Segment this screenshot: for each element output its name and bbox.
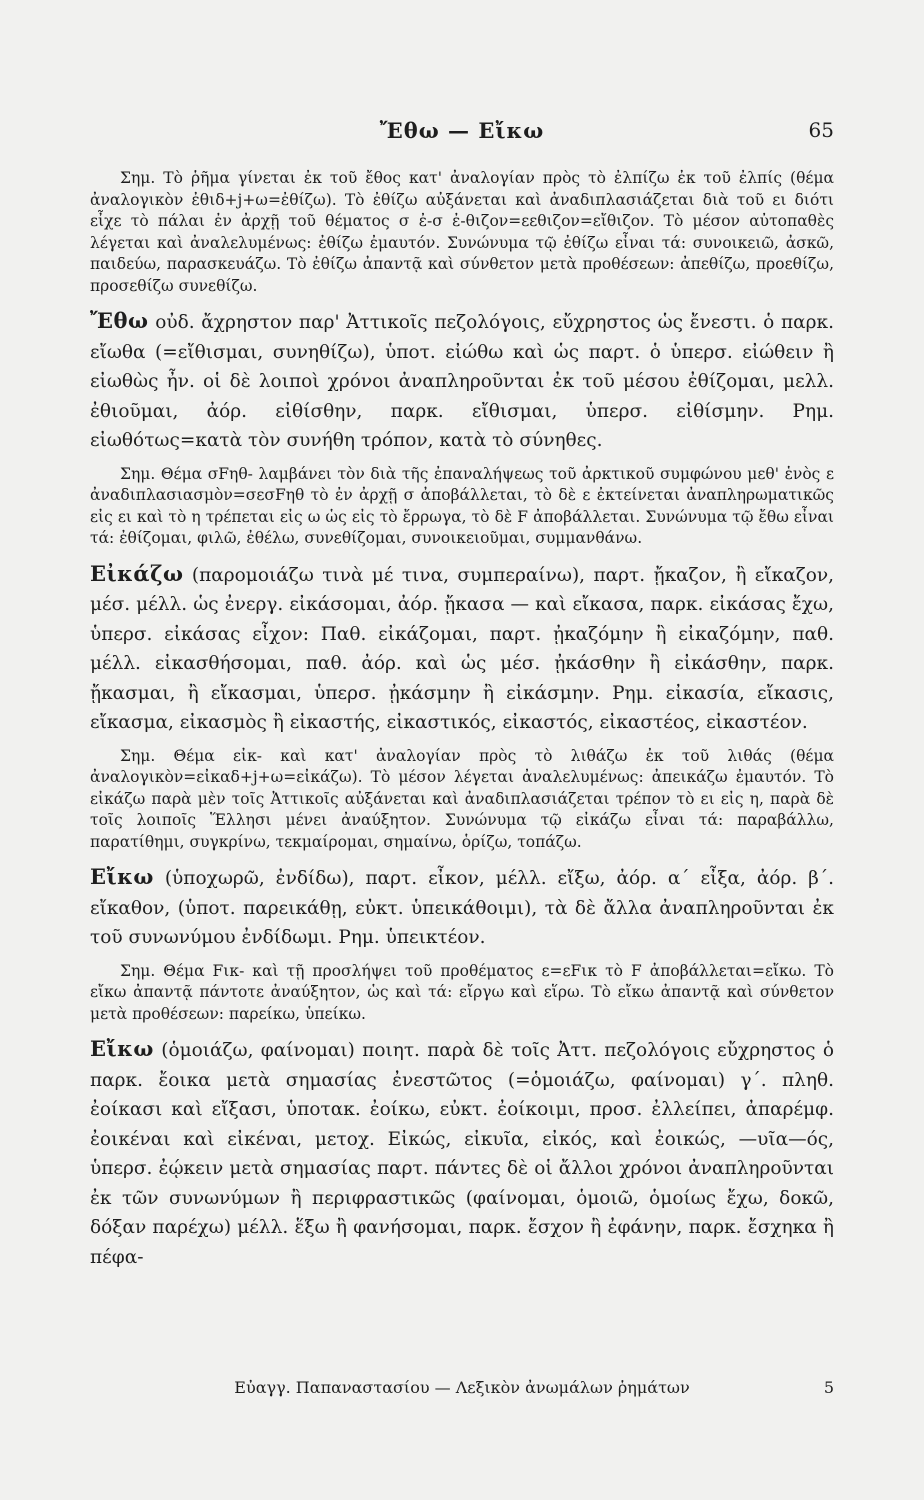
- dictionary-entry: [90, 559, 834, 738]
- running-head: [90, 118, 834, 148]
- page-number: 65: [808, 118, 834, 142]
- grammar-note: [90, 464, 834, 550]
- grammar-note: [90, 168, 834, 297]
- entry-headword: Εἴκω: [90, 864, 154, 889]
- note-text: Σημ. Θέμα Fικ- καὶ τῇ προσλήψει τοῦ προθέματος ε=εFικ τὸ F ἀποβάλλεται=εἴκω. Τὸ εἴκω ἀπαντᾷ πάντοτε ἀναύξητον, ὡς καὶ τά: εἴργω καὶ εἵρω. Τὸ εἴκω ἀπαντᾷ καὶ σύνθετον μετὰ προθέσεων: παρείκω, ὑπείκω.: [90, 961, 834, 1023]
- entry-headword: Ἔθω: [90, 308, 149, 333]
- note-text: Σημ. Θέμα εἰκ- καὶ κατ' ἀναλογίαν πρὸς τὸ λιθάζω ἐκ τοῦ λιθάς (θέμα ἀναλογικὸν=εἰκαδ+j+ω=εἰκάζω). Τὸ μέσον λέγεται ἀναλελυμένως: ἀπεικάζω ἐμαυτόν. Τὸ εἰκάζω παρὰ μὲν τοῖς Ἀττικοῖς αὐξάνεται καὶ ἀναδιπλασιάζεται τρέπον τὸ ει εἰς η, παρὰ δὲ τοῖς λοιποῖς Ἕλλησι μένει ἀναύξητον. Συνώνυμα τῷ εἰκάζω εἶναι τά: παραβάλλω, παρατίθημι, συγκρίνω, τεκμαίρομαι, σημαίνω, ὁρίζω, τοπάζω.: [90, 746, 834, 851]
- entry-definition: οὐδ. ἄχρηστον παρ' Ἀττικοῖς πεζολόγοις, εὔχρηστος ὡς ἔνεστι. ὁ παρκ. εἴωθα (=εἴθισμαι, συνηθίζω), ὑποτ. εἰώθω καὶ ὡς παρτ. ὁ ὑπερσ. εἰώθειν ἢ εἰωθὼς ἦν. οἱ δὲ λοιποὶ χρόνοι ἀναπληροῦνται ἐκ τοῦ μέσου ἐθίζομαι, μελλ. ἐθιοῦμαι, ἀόρ. εἰθίσθην, παρκ. εἴθισμαι, ὑπερσ. εἰθίσμην. Ρημ. εἰωθότως=κατὰ τὸν συνήθη τρόπον, κατὰ τὸ σύνηθες.: [90, 312, 834, 451]
- footer-signature: Εὐαγγ. Παπαναστασίου — Λεξικὸν ἀνωμάλων ῥημάτων: [234, 1378, 690, 1397]
- grammar-note: [90, 961, 834, 1026]
- grammar-note: [90, 746, 834, 854]
- entry-definition: (ὁμοιάζω, φαίνομαι) ποιητ. παρὰ δὲ τοῖς Ἀττ. πεζολόγοις εὔχρηστος ὁ παρκ. ἔοικα μετὰ σημασίας ἐνεστῶτος (=ὁμοιάζω, φαίνομαι) γ΄. πληθ. ἐοίκασι καὶ εἴξασι, ὑποτακ. ἐοίκω, εὐκτ. ἐοίκοιμι, προσ. ἐλλείπει, ἀπαρέμφ. ἐοικέναι καὶ εἰκέναι, μετοχ. Εἰκώς, εἰκυῖα, εἰκός, καὶ ἐοικώς, —υῖα—ός, ὑπερσ. ἐῴκειν μετὰ σημασίας παρτ. πάντες δὲ οἱ ἄλλοι χρόνοι ἀναπληροῦνται ἐκ τῶν συνωνύμων ἢ περιφραστικῶς (φαίνομαι, ὁμοιῶ, ὁμοίως ἔχω, δοκῶ, δόξαν παρέχω) μέλλ. ἕξω ἢ φανήσομαι, παρκ. ἔσχον ἢ ἐφάνην, παρκ. ἔσχηκα ἢ πέφα-: [90, 1040, 834, 1268]
- running-title: Ἔθω — Εἴκω: [379, 118, 545, 143]
- note-text: Σημ. Θέμα σFηθ- λαμβάνει τὸν διὰ τῆς ἐπαναλήψεως τοῦ ἀρκτικοῦ συμφώνου μεθ' ἑνὸς ε ἀναδιπλασιασμὸν=σεσFηθ τὸ ἐν ἀρχῇ σ ἀποβάλλεται, τὸ δὲ ε ἐκτείνεται ἀναπληρωματικῶς εἰς ει καὶ τὸ η τρέπεται εἰς ω ὡς εἰς τὸ ἔρρωγα, τὸ δὲ F ἀποβάλλεται. Συνώνυμα τῷ ἔθω εἶναι τά: ἐθίζομαι, φιλῶ, ἐθέλω, συνεθίζομαι, συνοικειοῦμαι, συμμανθάνω.: [90, 464, 834, 547]
- sheet-number: 5: [823, 1378, 834, 1397]
- entry-definition: (ὑποχωρῶ, ἐνδίδω), παρτ. εἶκον, μέλλ. εἴξω, ἀόρ. α΄ εἶξα, ἀόρ. β΄. εἴκαθον, (ὑποτ. παρεικάθῃ, εὐκτ. ὑπεικάθοιμι), τὰ δὲ ἄλλα ἀναπληροῦνται ἐκ τοῦ συνωνύμου ἐνδίδωμι. Ρημ. ὑπεικτέον.: [90, 868, 834, 948]
- entry-headword: Εἴκω: [90, 1036, 154, 1061]
- entry-headword: Εἰκάζω: [90, 560, 184, 586]
- dictionary-entry: [90, 1034, 834, 1272]
- page-body: [90, 168, 834, 1280]
- note-text: Σημ. Τὸ ῥῆμα γίνεται ἐκ τοῦ ἔθος κατ' ἀναλογίαν πρὸς τὸ ἐλπίζω ἐκ τοῦ ἐλπίς (θέμα ἀναλογικὸν ἐθιδ+j+ω=ἐθίζω). Τὸ ἐθίζω αὐξάνεται καὶ ἀναδιπλασιάζεται διὰ τοῦ ει διότι εἶχε τὸ πάλαι ἐν ἀρχῇ τοῦ θέματος σ ἐ-σ ἐ-θιζον=εεθιζον=εἴθιζον. Τὸ μέσον αὐτοπαθὲς λέγεται καὶ ἀναλελυμένως: ἐθίζω ἐμαυτόν. Συνώνυμα τῷ ἐθίζω εἶναι τά: συνοικειῶ, ἀσκῶ, παιδεύω, παρασκευάζω. Τὸ ἐθίζω ἀπαντᾷ καὶ σύνθετον μετὰ προθέσεων: ἀπεθίζω, προεθίζω, προσεθίζω συνεθίζω.: [90, 169, 834, 295]
- entry-definition: (παρομοιάζω τινὰ μέ τινα, συμπεραίνω), παρτ. ᾔκαζον, ἢ εἴκαζον, μέσ. μέλλ. ὡς ἐνεργ. εἰκάσομαι, ἀόρ. ᾔκασα — καὶ εἴκασα, παρκ. εἰκάσας ἔχω, ὑπερσ. εἰκάσας εἶχον: Παθ. εἰκάζομαι, παρτ. ᾐκαζόμην ἢ εἰκαζόμην, παθ. μέλλ. εἰκασθήσομαι, παθ. ἀόρ. καὶ ὡς μέσ. ᾐκάσθην ἢ εἰκάσθην, παρκ. ᾔκασμαι, ἢ εἴκασμαι, ὑπερσ. ᾐκάσμην ἢ εἰκάσμην. Ρημ. εἰκασία, εἴκασις, εἴκασμα, εἰκασμὸς ἢ εἰκαστής, εἰκαστικός, εἰκαστός, εἰκαστέος, εἰκαστέον.: [90, 564, 834, 733]
- dictionary-entry: [90, 306, 834, 456]
- dictionary-entry: [90, 862, 834, 953]
- page-footer: [90, 1378, 834, 1402]
